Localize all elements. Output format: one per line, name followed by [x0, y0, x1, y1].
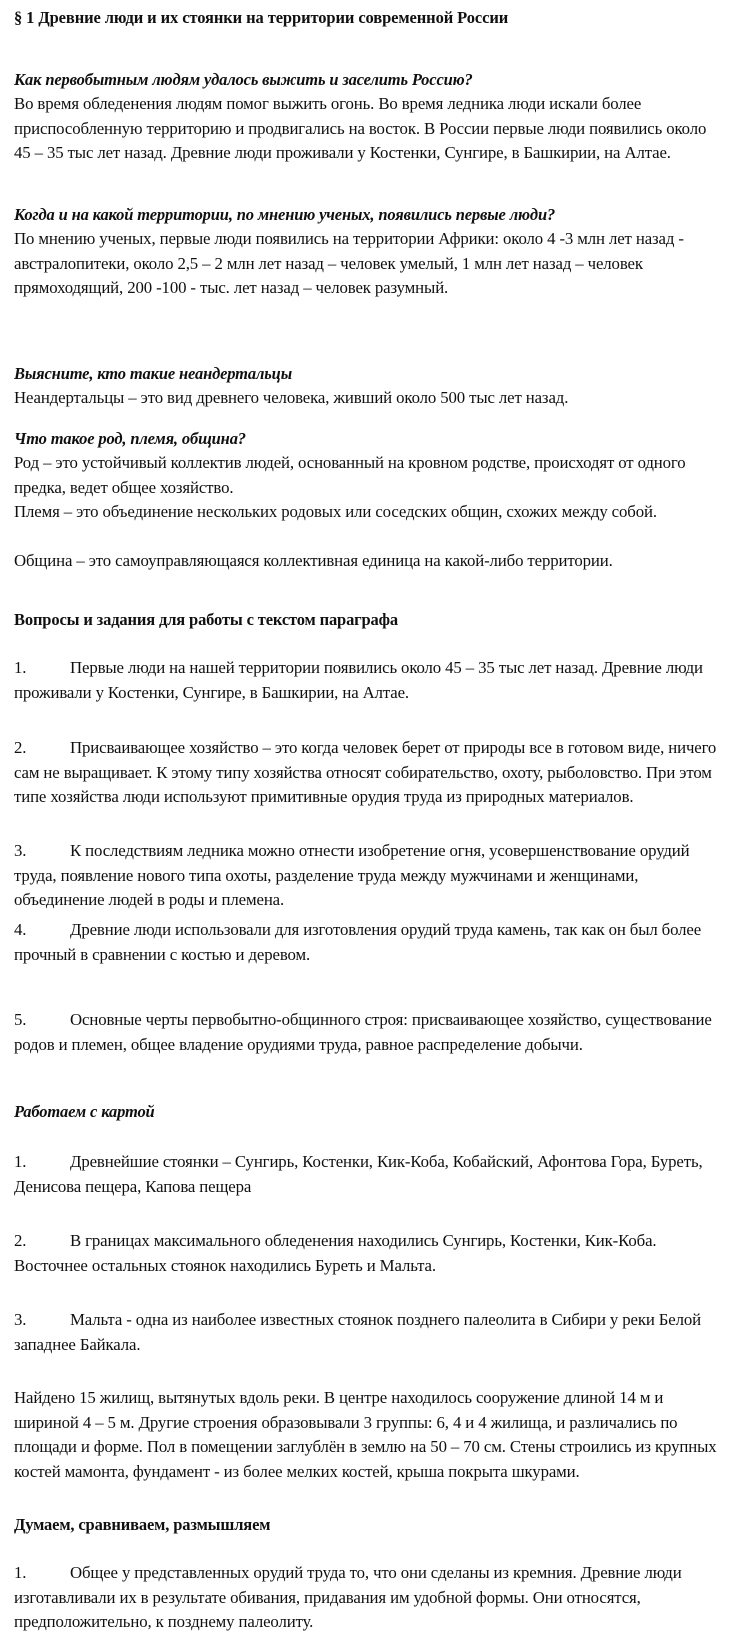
list-item-number: 3. [14, 1310, 27, 1329]
list-item-number: 3. [14, 841, 27, 860]
section-paragraph-neanderthals: Неандертальцы – это вид древнего человека, живший около 500 тыс лет назад. [14, 388, 569, 407]
section-heading-survive: Как первобытным людям удалось выжить и заселить Россию? [14, 70, 473, 89]
section-paragraph-first-people: По мнению ученых, первые люди появились на территории Африки: около 4 -3 млн лет назад - австралопитеки, около 2,5 – 2 млн лет назад – человек умелый, 1 млн лет назад – человек прямоходящий, 200 -100 - тыс. лет назад – человек разумный. [14, 229, 684, 298]
section-paragraph-tribe: Племя – это объединение нескольких родовых или соседских общин, схожих между собой. [14, 502, 657, 521]
page-title: § 1 Древние люди и их стоянки на территории современной России [14, 8, 509, 27]
list-item-number: 1. [14, 1152, 27, 1171]
list-item-number: 1. [14, 658, 27, 677]
thinking-section-heading: Думаем, сравниваем, размышляем [14, 1515, 271, 1534]
list-item-text: Древнейшие стоянки – Сунгирь, Костенки, Кик-Коба, Кобайский, Афонтова Гора, Буреть, Денисова пещера, Капова пещера [14, 1152, 703, 1196]
list-item-number: 4. [14, 920, 27, 939]
list-item-number: 5. [14, 1010, 27, 1029]
section-paragraph-survive: Во время обледенения людям помог выжить огонь. Во время ледника люди искали более приспособленную территорию и продвигались на восток. В России первые люди появились около 45 – 35 тыс лет назад. Древние люди проживали у Костенки, Сунгире, в Башкирии, на Алтае. [14, 94, 707, 163]
section-paragraph-community: Община – это самоуправляющаяся коллективная единица на какой-либо территории. [14, 551, 613, 570]
list-item [14, 656, 717, 705]
list-item-text: В границах максимального обледенения находились Сунгирь, Костенки, Кик-Коба. Восточнее остальных стоянок находились Буреть и Мальта. [14, 1231, 657, 1275]
list-item [14, 918, 717, 967]
list-item-text: Присваивающее хозяйство – это когда человек берет от природы все в готовом виде, ничего сам не выращивает. К этому типу хозяйства относят собирательство, охоту, рыболовство. При этом типе хозяйства люди используют примитивные орудия труда из природных материалов. [14, 738, 717, 807]
section-heading-neanderthals: Выясните, кто такие неандертальцы [14, 364, 292, 383]
list-item-text: Общее у представленных орудий труда то, что они сделаны из кремния. Древние люди изготавливали их в результате обивания, придавания им удобной формы. Они относятся, предположительно, к позднему палеолиту. [14, 1563, 682, 1632]
questions-section-heading: Вопросы и задания для работы с текстом параграфа [14, 610, 399, 629]
list-item-text: Первые люди на нашей территории появились около 45 – 35 тыс лет назад. Древние люди проживали у Костенки, Сунгире, в Башкирии, на Алтае. [14, 658, 703, 702]
section-heading-clan-tribe-community: Что такое род, племя, община? [14, 429, 246, 448]
list-item-text: К последствиям ледника можно отнести изобретение огня, усовершенствование орудий труда, появление нового типа охоты, разделение труда между мужчинами и женщинами, объединение людей в роды и племена. [14, 841, 690, 910]
list-item-number: 2. [14, 1231, 27, 1250]
list-item-text: Мальта - одна из наиболее известных стоянок позднего палеолита в Сибири у реки Белой западнее Байкала. [14, 1310, 702, 1354]
list-item [14, 1561, 717, 1635]
section-heading-first-people: Когда и на какой территории, по мнению ученых, появились первые люди? [14, 205, 556, 224]
map-section-heading: Работаем с картой [14, 1102, 155, 1121]
map-section-closing-paragraph: Найдено 15 жилищ, вытянутых вдоль реки. В центре находилось сооружение длиной 14 м и шириной 4 – 5 м. Другие строения образовывали 3 группы: 6, 4 и 4 жилища, и различались по площади и форме. Пол в помещении заглублён в землю на 50 – 70 см. Стены строились из крупных костей мамонта, фундамент - из более мелких костей, крыша покрыта шкурами. [14, 1388, 717, 1481]
list-item-number: 2. [14, 738, 27, 757]
list-item [14, 839, 717, 913]
section-paragraph-clan: Род – это устойчивый коллектив людей, основанный на кровном родстве, происходят от одного предка, ведет общее хозяйство. [14, 453, 686, 497]
list-item [14, 736, 717, 810]
list-item [14, 1008, 717, 1057]
list-item-text: Древние люди использовали для изготовления орудий труда камень, так как он был более прочный в сравнении с костью и деревом. [14, 920, 702, 964]
list-item [14, 1308, 717, 1357]
list-item [14, 1229, 717, 1278]
list-item-text: Основные черты первобытно-общинного строя: присваивающее хозяйство, существование родов и племен, общее владение орудиями труда, равное распределение добычи. [14, 1010, 712, 1054]
list-item-number: 1. [14, 1563, 27, 1582]
list-item [14, 1150, 717, 1199]
